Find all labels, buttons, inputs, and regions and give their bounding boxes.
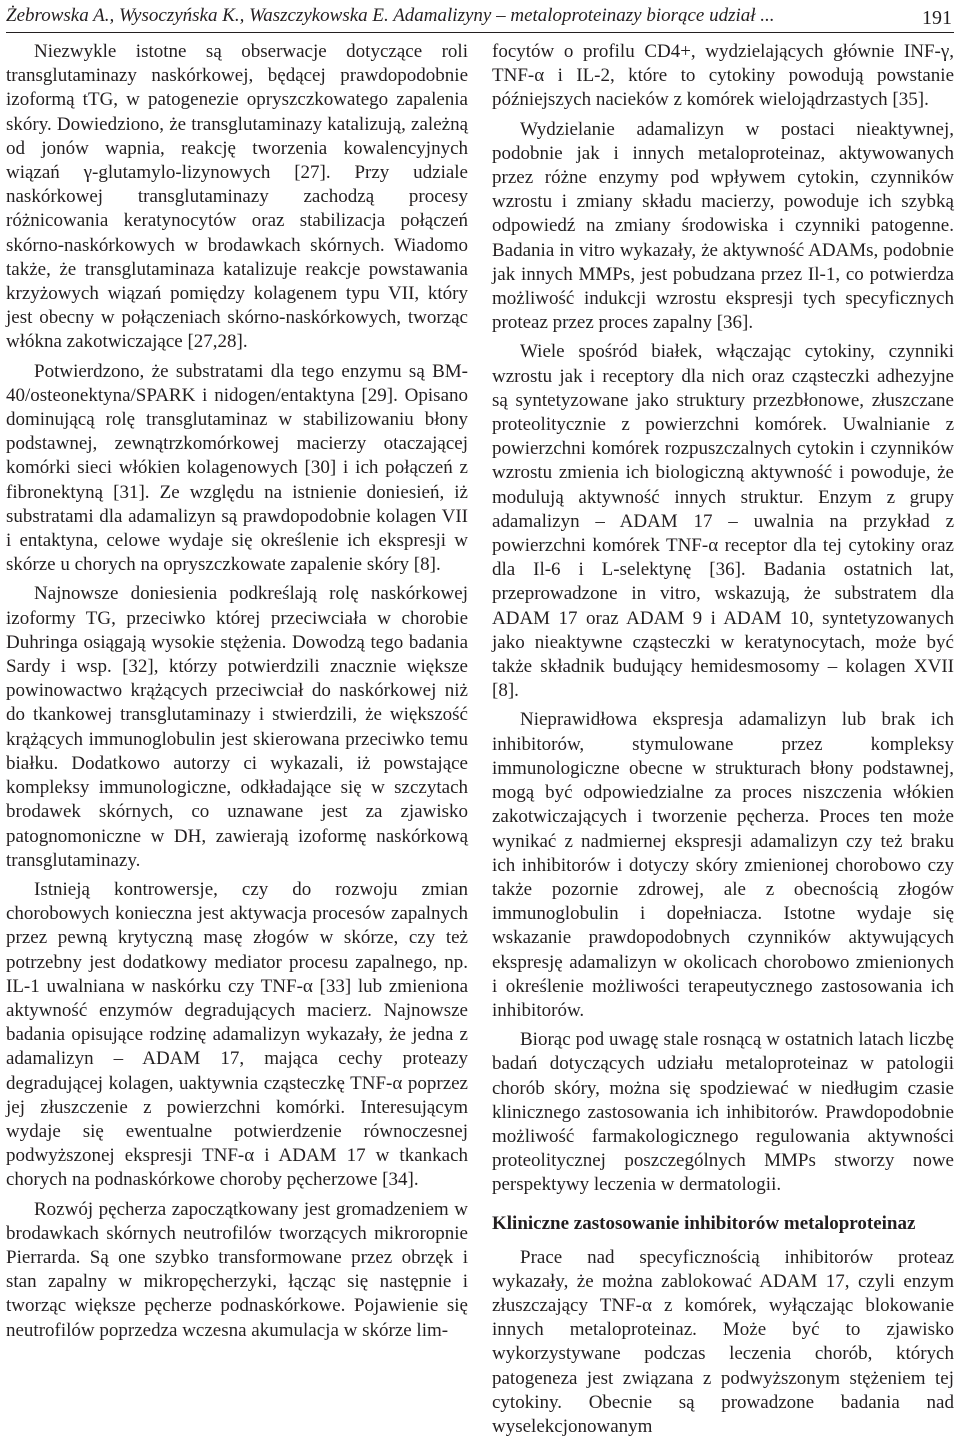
paragraph-adamalysin-secretion: Wydzielanie adamalizyn w postaci nieaktywnej, podobnie jak i innych metaloproteinaz, aktywowanych przez różne enzymy pod wpływem cytokin, czynników wzrostu i zmiany składu macierzy, powoduje ich szybką odpowiedź na zmiany środowiska i czynniki patogenne. Badania in vitro wykazały, że aktywność ADAMs, podobnie jak innych MMPs, jest pobudzana przez Il-1, co potwierdza możliwość indukcji wzrostu ekspresji tych specyficznych proteaz przez proces zapalny [36]. (492, 118, 954, 334)
paragraph-epidermal-isoform: Najnowsze doniesienia podkreślają rolę naskórkowej izoformy TG, przeciwko której przeciwciała w chorobie Duhringa osiągają wysokie stężenia. Dowodzą tego badania Sardy i wsp. [32], którzy potwierdzili znacznie większe powinowactwo krążących przeciwciał do naskórkowej niż do tkankowej transglutaminazy i stwierdzili, że większość krążących immunoglobulin jest skierowana przeciwko temu białku. Dodatkowo autorzy ci wykazali, iż powstające kompleksy immunologiczne, odkładające się w szczytach brodawek skórnych, co uznawane jest za zjawisko patognomoniczne w DH, zawierają izoformę naskórkową transglutaminazy. (6, 583, 468, 871)
paragraph-blister-development: Rozwój pęcherza zapoczątkowany jest gromadzeniem w brodawkach skórnych neutrofilów tworzących mikroropnie Pierrarda. Są one szybko transformowane przez obrzęk i stan zapalny w mikropęcherzyki, łącząc się następnie i tworząc większe pęcherze podnaskórkowe. Pojawienie się neutrofilów poprzedza wczesna akumulacja w skórze lim- (6, 1198, 468, 1341)
paragraph-clinical-inhibitors: Prace nad specyficznością inhibitorów proteaz wykazały, że można zablokować ADAM 17, czyli enzym złuszczający TNF-α z komórek, wyłączając blokowanie innych metaloproteinaz. Może być to zjawisko wykorzystywane podczas leczenia chorób, których patogeneza jest związana z podwyższonym stężeniem tej cytokiny. Obecnie są prowadzone badania nad wyselekcjonowanym (492, 1246, 954, 1437)
running-header (6, 0, 954, 33)
left-column (6, 40, 468, 1343)
paragraph-abnormal-expression: Nieprawidłowa ekspresja adamalizyn lub brak ich inhibitorów, stymulowane przez kompleksy immunologiczne obecne w strukturach błony podstawnej, mogą być odpowiedzialne za proces niszczenia włókien zakotwiczających i tworzenie pęcherza. Proces ten może wynikać z nadmiernej ekspresji adamalizyn czy też braku ich inhibitorów i dotyczy skóry zmienionej chorobowo czy także pozornie zdrowej, ale z obecnością złogów immunoglobulin i dopełniacza. Istotne wydaje się wskazanie prawdopodobnych czynników aktywujących ekspresję adamalizyn w okolicach chorobowo zmienionych i określenie możliwości terapeutycznego zastosowania ich inhibitorów. (492, 709, 954, 1021)
running-title: Żebrowska A., Wysoczyńska K., Waszczykowska E. Adamalizyny – metaloproteinazy biorące udział ... (6, 5, 775, 26)
paragraph-substrates: Potwierdzono, że substratami dla tego enzymu są BM-40/osteonektyna/SPARK i nidogen/entaktyna [29]. Opisano dominującą rolę transglutaminaz w stabilizowaniu błony podstawnej, zewnątrzkomórkowej macierzy otaczającej komórki sieci włókien kolagenowych [30] i ich połączeń z fibronektyną [31]. Ze względu na istnienie doniesień, iż substratami dla adamalizyn są prawdopodobnie kolagen VII i entaktyna, celowe wydaje się określenie ich ekspresji w skórze u chorych na opryszczkowate zapalenie skóry [8]. (6, 360, 468, 576)
paragraph-controversies: Istnieją kontrowersje, czy do rozwoju zmian chorobowych konieczna jest aktywacja procesów zapalnych przez pewną krytyczną masę złogów w skórze, czy też potrzebny jest dodatkowy mediator procesu zapalnego, np. IL-1 uwalniana w naskórku czy TNF-α [33] lub zmieniona aktywność enzymów degradujących macierz. Najnowsze badania opisujące rodzinę adamalizyn wykazały, że jedna z adamalizyn – ADAM 17, mająca cechy proteazy degradującej kolagen, uaktywnia cząsteczkę TNF-α poprzez jej złuszczenie z powierzchni komórki. Interesującym wydaje się ewentualne potwierdzenie równoczesnej podwyższonej ekspresji TNF-α i ADAM 17 w tkankach chorych na podnaskórkowe choroby pęcherzowe [34]. (6, 878, 468, 1191)
page-number: 191 (922, 7, 952, 29)
paragraph-transglutaminase-role: Niezwykle istotne są obserwacje dotyczące roli transglutaminazy naskórkowej, będącej prawdopodobnie izoformą tTG, w patogenezie opryszczkowatego zapalenia skóry. Dowiedziono, że transglutaminazy katalizują, zależną od jonów wapnia, reakcję tworzenia kowalencyjnych wiązań γ-glutamylo-lizynowych [27]. Przy udziale naskórkowej transglutaminazy zachodzą procesy różnicowania keratynocytów oraz stabilizacja połączeń skórno-naskórkowych w brodawkach skórnych. Wiadomo także, że transglutaminaza katalizuje reakcje powstawania krzyżowych wiązań pomiędzy kolagenem typu VII, który jest obecny w połączeniach skórno-naskórkowych, tworząc włókna zakotwiczające [27,28]. (6, 41, 468, 353)
right-column (492, 40, 954, 1439)
paragraph-shedding: Wiele spośród białek, włączając cytokiny, czynniki wzrostu jak i receptory dla nich oraz cząsteczki adhezyjne są syntetyzowane jako struktury przezbłonowe, złuszczane proteolitycznie z powierzchni komórek. Uwalnianie z powierzchni komórek rozpuszczalnych cytokin i czynników wzrostu zmienia ich biologiczną aktywność i powoduje, że modulują aktywność innych struktur. Enzym z grupy adamalizyn – ADAM 17 – uwalnia na przykład z powierzchni komórek TNF-α receptor dla tej cytokiny oraz dla Il-6 i L-selektynę [36]. Badania ostatnich lat, przeprowadzone in vitro, wskazują, że substratem dla ADAM 17 oraz ADAM 9 i ADAM 10, syntetyzowanych jako nieaktywne cząsteczki w keratynocytach, może być także składnik budujący hemidesmosomy – kolagen XVII [8]. (492, 341, 954, 702)
section-heading: Kliniczne zastosowanie inhibitorów metaloproteinaz (492, 1212, 916, 1234)
paragraph-perspectives: Biorąc pod uwagę stale rosnącą w ostatnich latach liczbę badań dotyczących udziału metaloproteinaz w patologii chorób skóry, można się spodziewać w niedługim czasie klinicznego zastosowania ich inhibitorów. Prawdopodobnie możliwość farmakologicznego regulowania aktywności proteolitycznej poszczególnych MMPs stworzy nowe perspektywy leczenia w dermatologii. (492, 1029, 954, 1196)
paragraph-continuation: focytów o profilu CD4+, wydzielających głównie INF-γ, TNF-α i IL-2, które to cytokiny powodują powstanie późniejszych nacieków z komórek wielojądrzastych [35]. (492, 41, 954, 111)
